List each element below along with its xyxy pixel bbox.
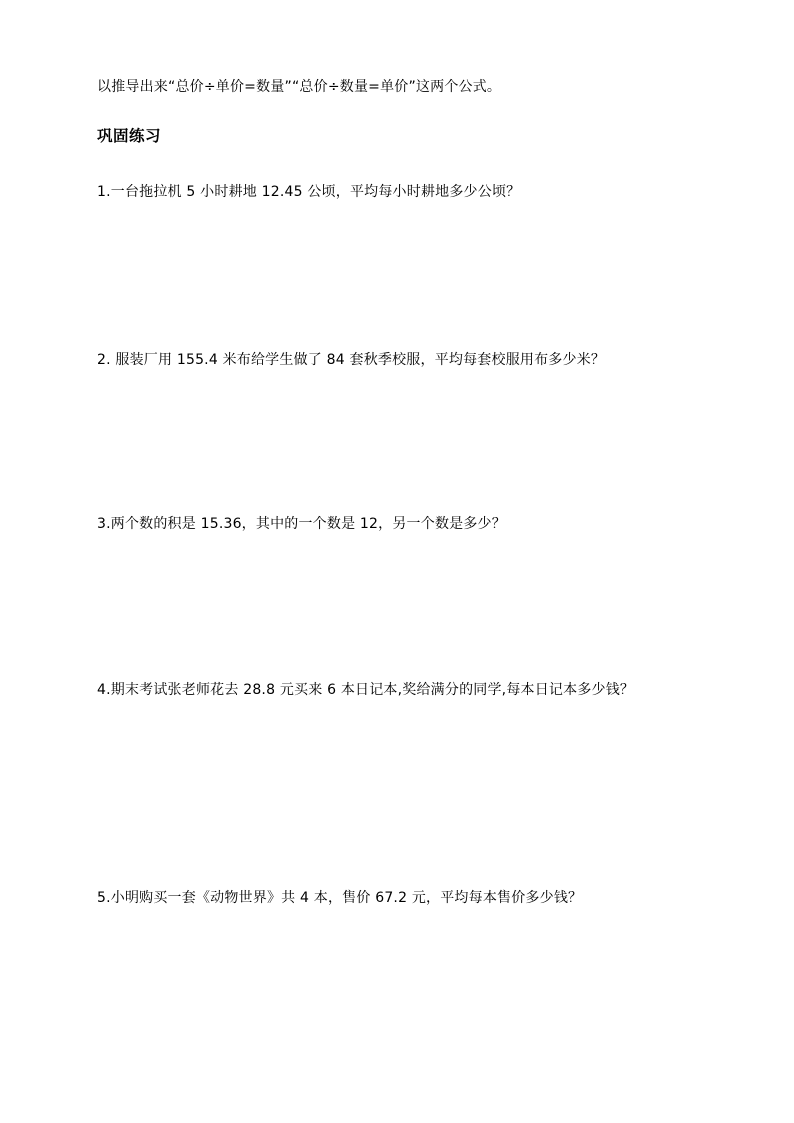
intro-paragraph: 以推导出来“总价÷单价=数量”“总价÷数量=单价”这两个公式。	[97, 79, 502, 95]
question-1: 1.一台拖拉机 5 小时耕地 12.45 公顷，平均每小时耕地多少公顷？	[97, 184, 521, 200]
section-heading: 巩固练习	[97, 127, 162, 145]
question-3: 3.两个数的积是 15.36，其中的一个数是 12，另一个数是多少？	[97, 516, 506, 532]
question-5: 5.小明购买一套《动物世界》共 4 本，售价 67.2 元，平均每本售价多少钱？	[97, 890, 583, 906]
question-2: 2. 服装厂用 155.4 米布给学生做了 84 套秋季校服，平均每套校服用布多少米？	[97, 352, 606, 368]
question-4: 4.期末考试张老师花去 28.8 元买来 6 本日记本,奖给满分的同学,每本日记本多少钱？	[97, 682, 635, 698]
